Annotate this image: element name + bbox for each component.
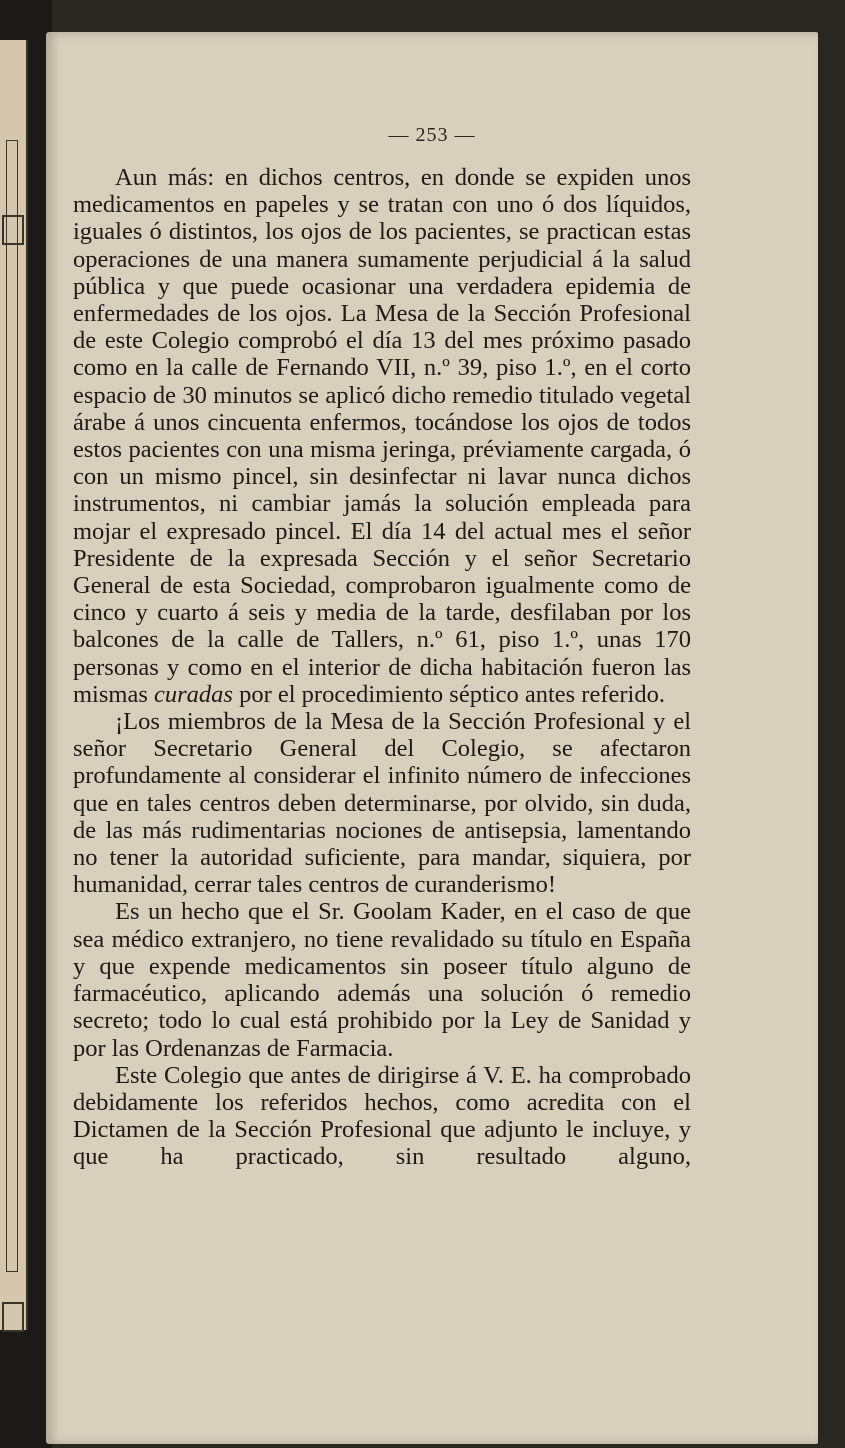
body-text: [73, 164, 691, 1171]
ornament-icon: [2, 1302, 24, 1332]
ornament-icon: [2, 215, 24, 245]
text-segment: Aun más: en dichos centros, en donde se expiden unos medicamentos en papeles y se tratan con uno ó dos líquidos, iguales ó distintos, los ojos de los pacientes, se practican estas operaciones de una manera sumamente perjudicial á la salud pública y que puede ocasionar una verdadera epidemia de enfermedades de los ojos. La Mesa de la Sección Profesional de este Colegio comprobó el día 13 del mes próximo pasado como en la calle de Fernando VII, n.º 39, piso 1.º, en el corto espacio de 30 minutos se aplicó dicho remedio titulado vegetal árabe á unos cincuenta enfermos, tocándose los ojos de todos estos pacientes con una misma jeringa, préviamente cargada, ó con un mismo pincel, sin desinfectar ni lavar nunca dichos instrumentos, ni cambiar jamás la solución empleada para mojar el expresado pincel. El día 14 del actual mes el señor Presidente de la expresada Sección y el señor Secretario General de esta Sociedad, comprobaron igualmente como de cinco y cuarto á seis y media de la tarde, desfilaban por los balcones de la calle de Tallers, n.º 61, piso 1.º, unas 170 personas y como en el interior de dicha habitación fueron las mismas: [73, 164, 691, 708]
previous-page-edge: [0, 40, 28, 1330]
text-segment: por el procedimiento séptico antes referido.: [232, 680, 665, 708]
paragraph: [73, 708, 691, 898]
italic-text: curadas: [154, 680, 233, 708]
paragraph: [73, 898, 691, 1061]
book-page: [46, 32, 818, 1444]
text-segment: Es un hecho que el Sr. Goolam Kader, en el caso de que sea médico extranjero, no tiene revalidado su título en España y que expende medicamentos sin poseer título alguno de farmacéutico, aplicando además una solución ó remedio secreto; todo lo cual está prohibido por la Ley de Sanidad y por las Ordenanzas de Farmacia.: [73, 898, 691, 1062]
paragraph: [73, 1062, 691, 1171]
paragraph: [73, 164, 691, 708]
text-segment: Este Colegio que antes de dirigirse á V. E. ha comprobado debidamente los referidos hechos, como acredita con el Dictamen de la Sección Profesional que adjunto le incluye, y que ha practicado, sin resultado alguno,: [73, 1061, 691, 1171]
page-number: — 253 —: [388, 124, 476, 146]
text-segment: ¡Los miembros de la Mesa de la Sección Profesional y el señor Secretario General del Colegio, se afectaron profundamente al considerar el infinito número de infecciones que en tales centros deben determinarse, por olvido, sin duda, de las más rudimentarias nociones de antisepsia, lamentando no tener la autoridad suficiente, para mandar, siquiera, por humanidad, cerrar tales centros de curanderismo!: [73, 708, 691, 899]
decorative-border: [6, 140, 18, 1272]
